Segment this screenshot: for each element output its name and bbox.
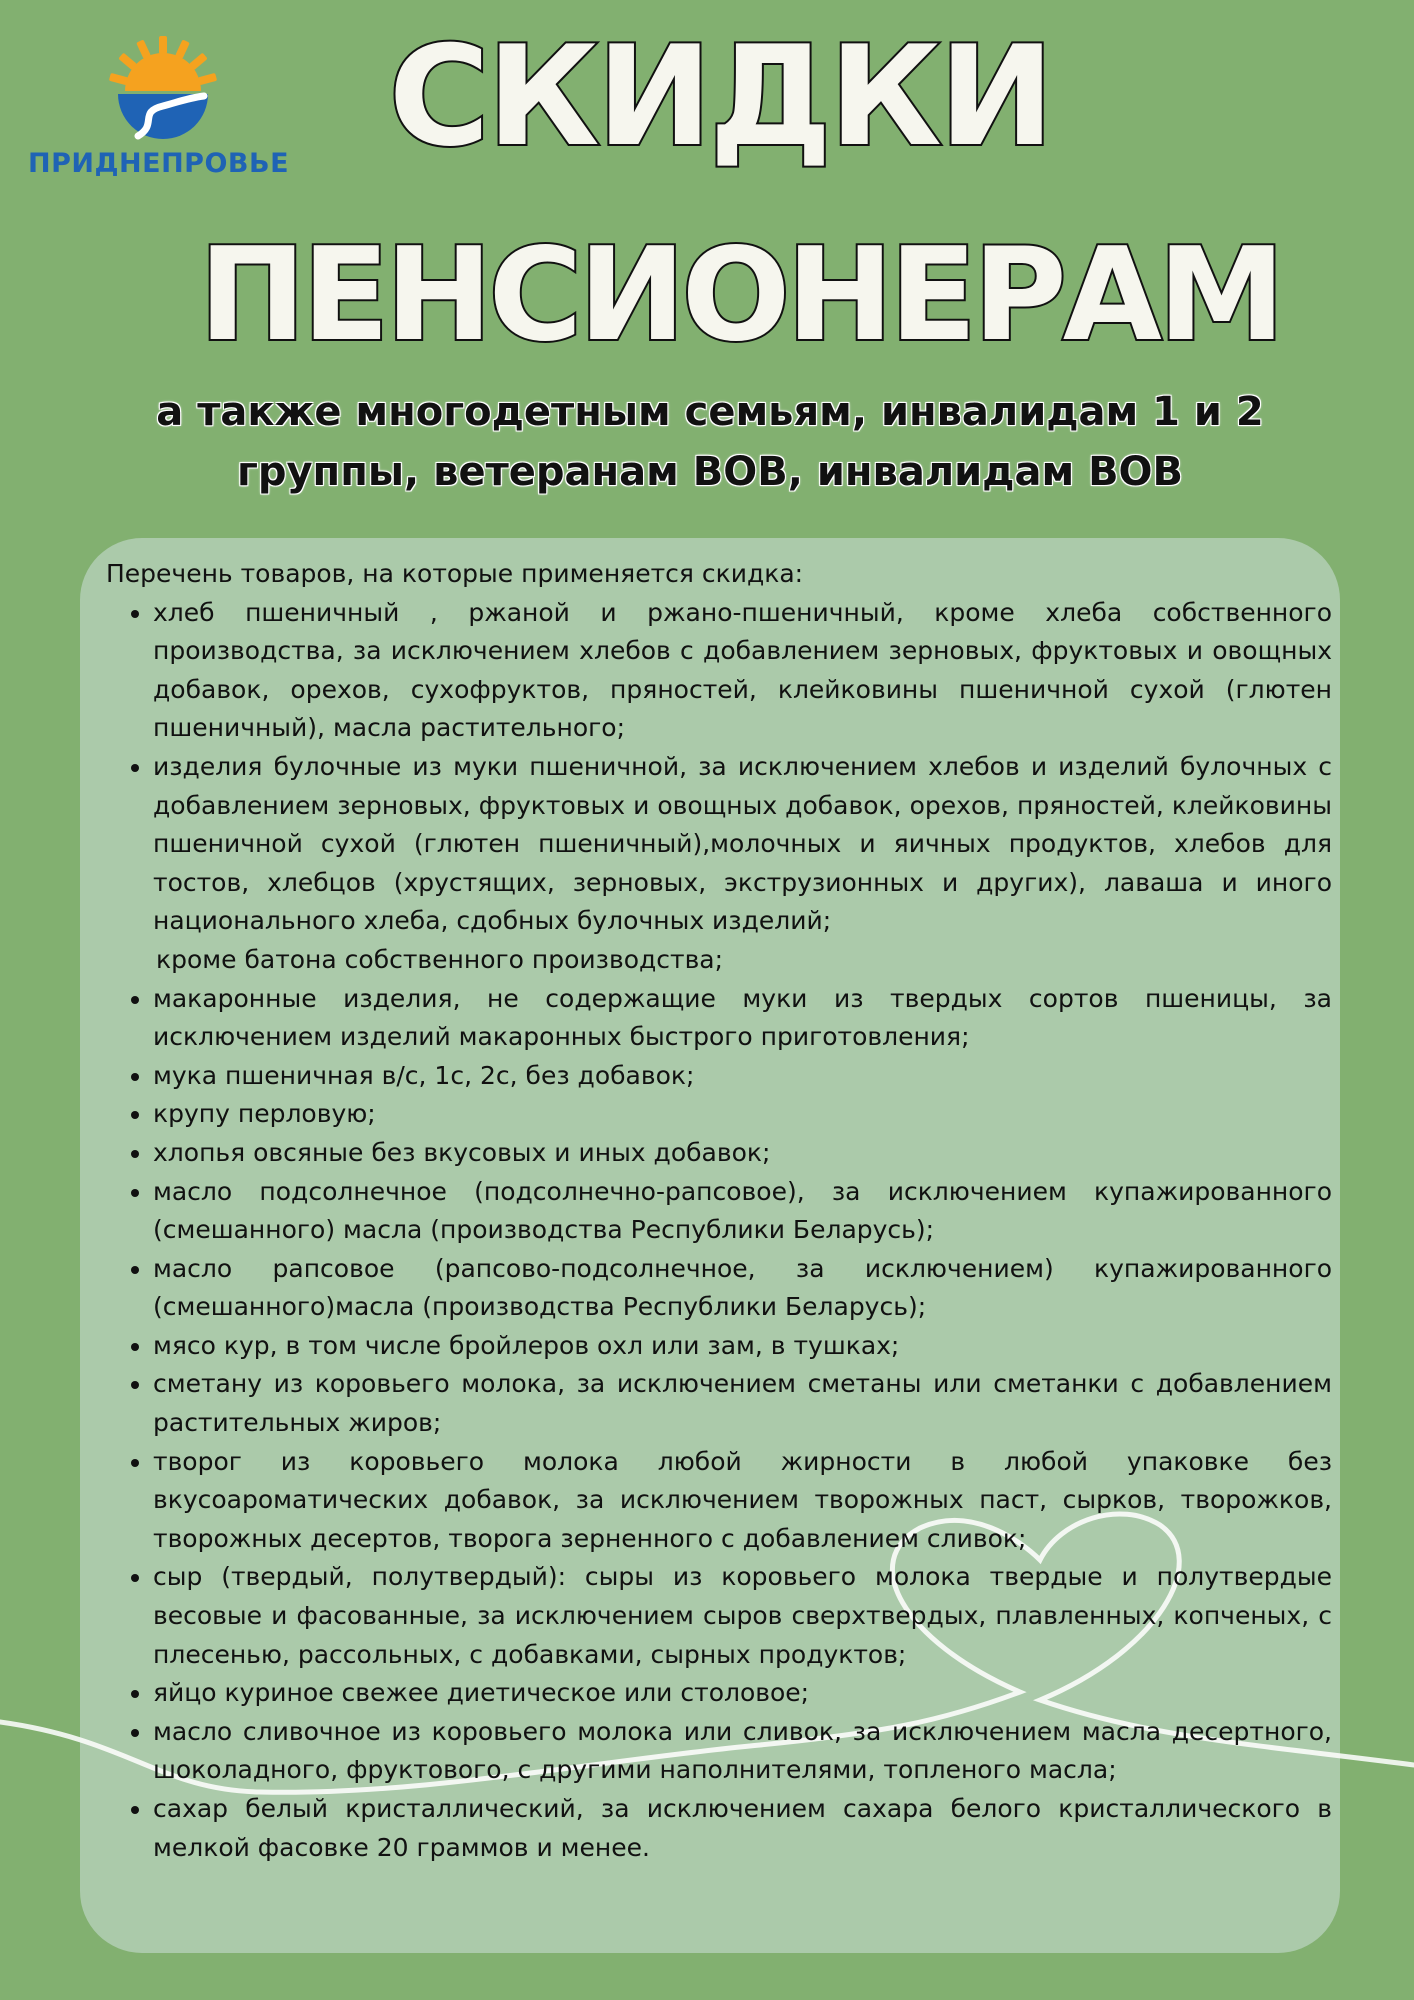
list-item: • сметану из коровьего молока, за исключением сметаны или сметанки с добавлением растительных жиров; <box>153 1365 1332 1442</box>
list-item: • макаронные изделия, не содержащие муки из твердых сортов пшеницы, за исключением изделий макаронных быстрого приготовления; <box>153 980 1332 1057</box>
product-items-continued <box>106 980 1332 1868</box>
subtitle-line-2: группы, ветеранам ВОВ, инвалидам ВОВ <box>236 449 1184 495</box>
list-note: кроме батона собственного производства; <box>156 944 724 974</box>
logo <box>28 36 298 186</box>
list-item: • хлопья овсяные без вкусовых и иных добавок; <box>153 1134 1332 1173</box>
list-item: • масло рапсовое (рапсово-подсолнечное, за исключением) купажированного (смешанного)масла (производства Республики Беларусь); <box>153 1250 1332 1327</box>
title-line-1: СКИДКИ <box>388 16 1052 177</box>
product-list <box>106 555 1332 1867</box>
list-item: • хлеб пшеничный , ржаной и ржано-пшеничный, кроме хлеба собственного производства, за исключением хлебов с добавлением зерновых, фруктовых и овощных добавок, орехов, сухофруктов, пряностей, клейковины пшеничной сухой (глютен пшеничный), масла растительного; <box>153 594 1332 748</box>
list-item: • сахар белый кристаллический, за исключением сахара белого кристаллического в мелкой фасовке 20 граммов и менее. <box>153 1790 1332 1867</box>
list-item: • масло сливочное из коровьего молока или сливок, за исключением масла десертного, шоколадного, фруктового, с другими наполнителями, топленого масла; <box>153 1713 1332 1790</box>
subtitle <box>60 382 1360 502</box>
logo-wordmark: ПРИДНЕПРОВЬЕ <box>28 148 290 179</box>
product-items <box>106 594 1332 941</box>
list-item: • творог из коровьего молока любой жирности в любой упаковке без вкусоароматических добавок, за исключением творожных паст, сырков, творожков, творожных десертов, творога зерненного с добавлением сливок; <box>153 1443 1332 1559</box>
list-item: • масло подсолнечное (подсолнечно-рапсовое), за исключением купажированного (смешанного) масла (производства Республики Беларусь); <box>153 1173 1332 1250</box>
list-intro: Перечень товаров, на которые применяется скидка: <box>106 559 804 588</box>
subtitle-line-1: а также многодетным семьям, инвалидам 1 и 2 <box>156 389 1264 435</box>
list-item: • яйцо куриное свежее диетическое или столовое; <box>153 1674 1332 1713</box>
list-item: • мясо кур, в том числе бройлеров охл или зам, в тушках; <box>153 1327 1332 1366</box>
list-item: • крупу перловую; <box>153 1095 1332 1134</box>
list-item: • изделия булочные из муки пшеничной, за исключением хлебов и изделий булочных с добавлением зерновых, фруктовых и овощных добавок, орехов, пряностей, клейковины пшеничной сухой (глютен пшеничный),молочных и яичных продуктов, хлебов для тостов, хлебцов (хрустящих, зерновых, экструзионных и других), лаваша и иного национального хлеба, сдобных булочных изделий; <box>153 748 1332 941</box>
title-line-2: ПЕНСИОНЕРАМ <box>198 221 1282 370</box>
list-item: • мука пшеничная в/с, 1с, 2с, без добавок; <box>153 1057 1332 1096</box>
sun-river-logo-icon <box>108 36 218 141</box>
list-item: • сыр (твердый, полутвердый): сыры из коровьего молока твердые и полутвердые весовые и фасованные, за исключением сыров сверхтвердых, плавленных, копченых, с плесенью, рассольных, с добавками, сырных продуктов; <box>153 1558 1332 1674</box>
